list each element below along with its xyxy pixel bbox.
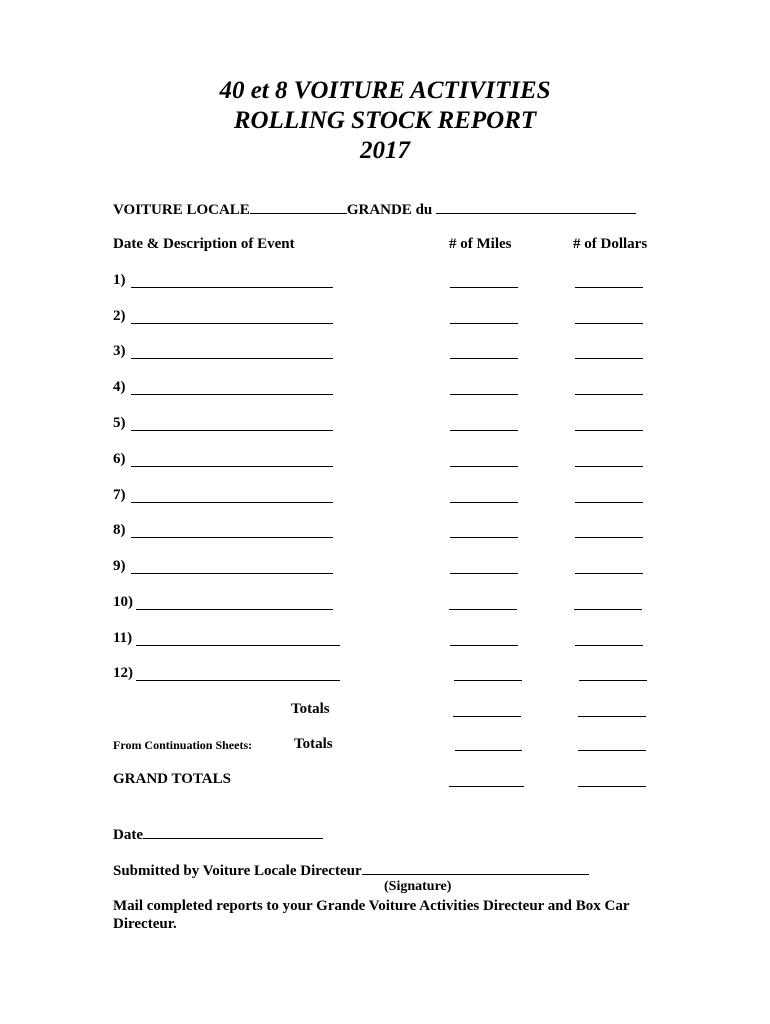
voiture-grande-line [113,200,636,219]
column-header-description: Date & Description of Event [113,236,295,252]
miles-field[interactable] [450,430,518,431]
miles-field[interactable] [450,466,518,467]
description-field[interactable] [131,430,333,431]
submitted-by-label: Submitted by Voiture Locale Directeur [113,863,362,879]
continuation-totals-label: Totals [294,736,333,752]
row-number: 9) [113,558,126,574]
dollars-field[interactable] [575,573,643,574]
dollars-field[interactable] [575,537,643,538]
miles-field[interactable] [450,645,518,646]
row-number: 1) [113,272,126,288]
voiture-locale-field[interactable] [250,200,347,214]
dollars-field[interactable] [575,287,643,288]
grande-du-field[interactable] [436,200,636,214]
miles-field[interactable] [450,394,518,395]
signature-field[interactable] [362,861,589,875]
miles-field[interactable] [450,573,518,574]
row-number: 2) [113,308,126,324]
row-number: 5) [113,415,126,431]
miles-field[interactable] [449,609,517,610]
title-line-1: 40 et 8 VOITURE ACTIVITIES [219,77,551,104]
dollars-field[interactable] [574,609,642,610]
dollars-field[interactable] [575,502,643,503]
miles-field[interactable] [454,680,522,681]
row-number: 4) [113,379,126,395]
description-field[interactable] [131,573,333,574]
date-field[interactable] [143,825,323,839]
dollars-field[interactable] [575,430,643,431]
description-field[interactable] [131,537,333,538]
continuation-sheets-label: From Continuation Sheets: [113,738,253,752]
miles-field[interactable] [450,502,518,503]
miles-field[interactable] [450,287,518,288]
row-number: 3) [113,343,126,359]
description-field[interactable] [131,394,333,395]
description-field[interactable] [131,502,333,503]
row-number: 11) [113,630,133,646]
continuation-dollars-field[interactable] [578,750,646,751]
grand-totals-miles-field[interactable] [449,786,524,787]
totals-miles-field[interactable] [453,716,521,717]
totals-label: Totals [291,701,330,717]
grand-totals-label: GRAND TOTALS [113,771,231,787]
row-number: 7) [113,487,126,503]
voiture-locale-label: VOITURE LOCALE [113,202,250,218]
dollars-field[interactable] [575,394,643,395]
description-field[interactable] [136,680,340,681]
column-header-dollars: # of Dollars [573,236,648,252]
description-field[interactable] [131,323,333,324]
miles-field[interactable] [450,358,518,359]
grand-totals-dollars-field[interactable] [578,786,646,787]
row-number: 10) [113,594,133,610]
title-line-3: 2017 [360,137,410,164]
dollars-field[interactable] [575,358,643,359]
date-label: Date [113,827,143,843]
description-field[interactable] [136,645,340,646]
totals-dollars-field[interactable] [578,716,646,717]
row-number: 8) [113,522,126,538]
dollars-field[interactable] [575,645,643,646]
grande-du-label: GRANDE du [346,202,433,218]
row-number: 12) [113,665,133,681]
row-number: 6) [113,451,126,467]
description-field[interactable] [131,466,333,467]
description-field[interactable] [131,358,333,359]
mail-instructions: Mail completed reports to your Grande Voiture Activities Directeur and Box Car Directeur. [113,898,630,932]
continuation-miles-field[interactable] [455,750,522,751]
miles-field[interactable] [450,537,518,538]
signature-caption: (Signature) [384,879,452,894]
date-line [113,825,323,844]
dollars-field[interactable] [579,680,647,681]
submitted-by-line [113,861,589,880]
miles-field[interactable] [450,323,518,324]
description-field[interactable] [136,609,333,610]
dollars-field[interactable] [575,323,643,324]
column-header-miles: # of Miles [449,236,512,252]
title-line-2: ROLLING STOCK REPORT [233,107,537,134]
description-field[interactable] [131,287,333,288]
dollars-field[interactable] [575,466,643,467]
